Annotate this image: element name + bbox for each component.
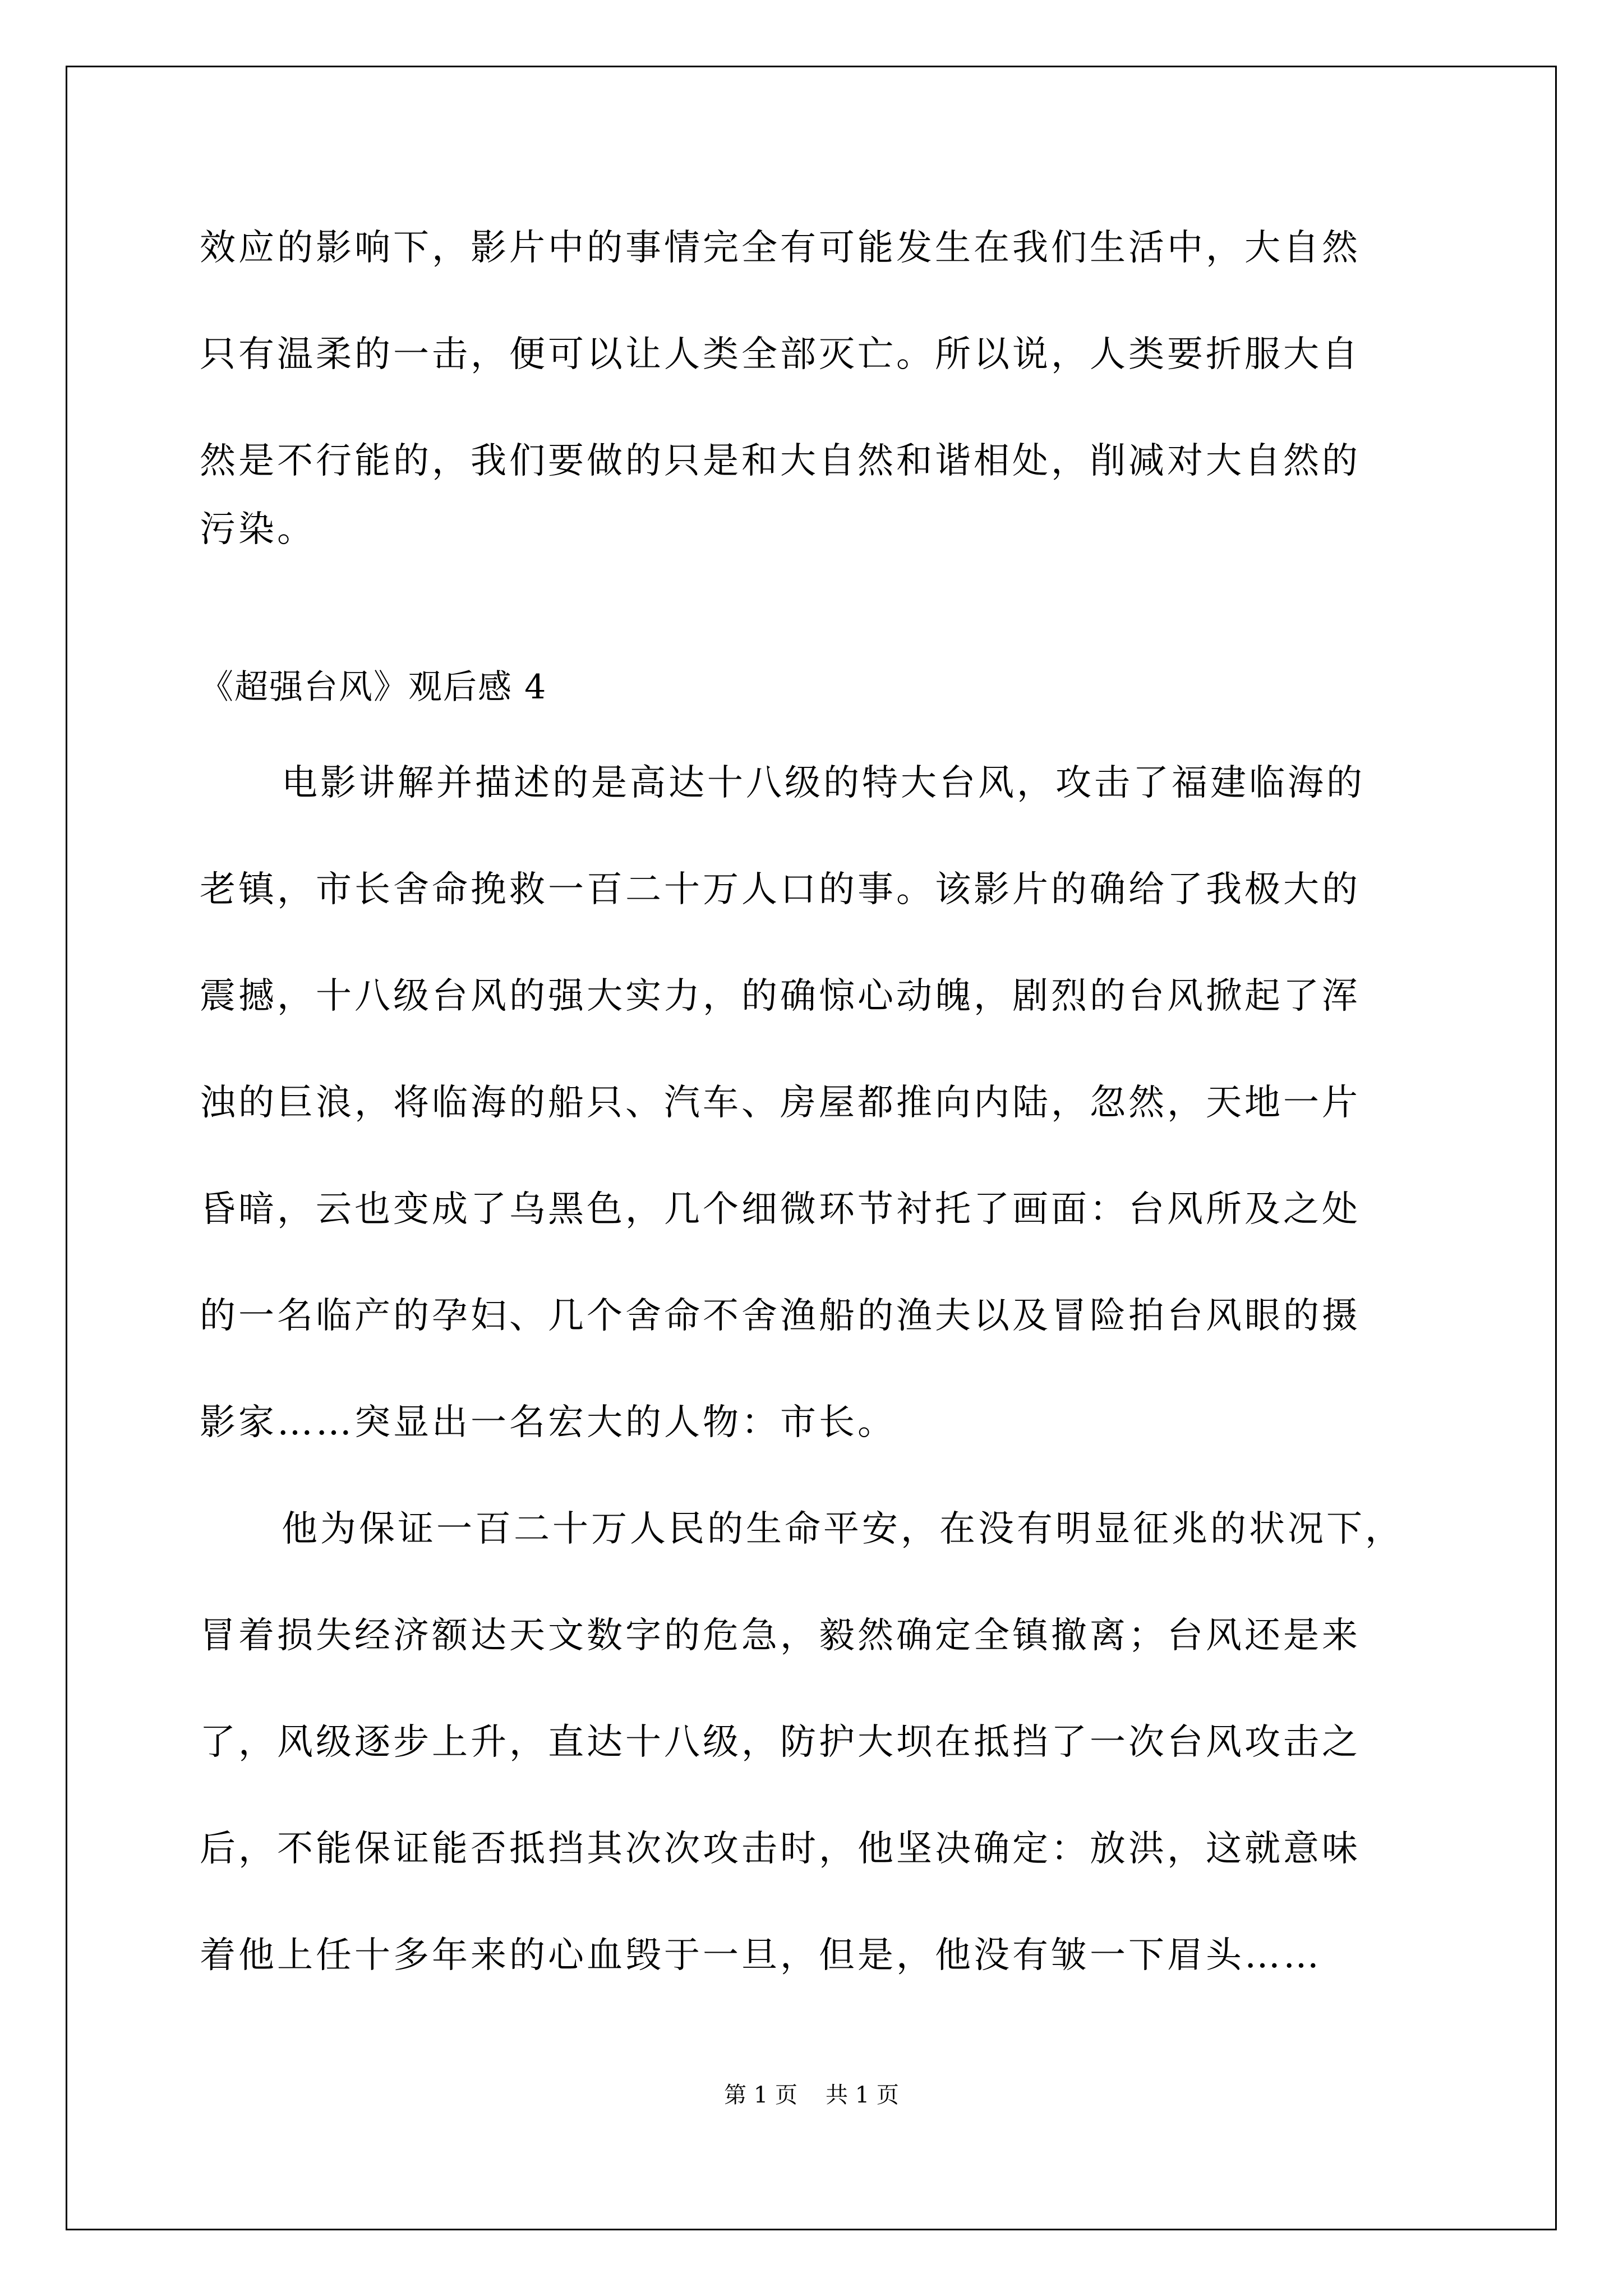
paragraph-line: 老镇，市长舍命挽救一百二十万人口的事。该影片的确给了我极大的 bbox=[200, 869, 1361, 910]
section-heading: 《超强台风》观后感 4 bbox=[200, 668, 547, 707]
paragraph-line: 后，不能保证能否抵挡其次次攻击时，他坚决确定：放洪，这就意味 bbox=[200, 1828, 1361, 1870]
paragraph-line: 着他上任十多年来的心血毁于一旦，但是，他没有皱一下眉头…… bbox=[200, 1935, 1322, 1976]
paragraph-line: 冒着损失经济额达天文数字的危急，毅然确定全镇撤离；台风还是来 bbox=[200, 1615, 1361, 1657]
paragraph-line: 浊的巨浪，将临海的船只、汽车、房屋都推向内陆，忽然，天地一片 bbox=[200, 1082, 1361, 1124]
page-border bbox=[66, 66, 1557, 2230]
paragraph-line: 的一名临产的孕妇、几个舍命不舍渔船的渔夫以及冒险拍台风眼的摄 bbox=[200, 1295, 1361, 1337]
paragraph-line: 影家……突显出一名宏大的人物：市长。 bbox=[200, 1402, 896, 1443]
paragraph-line: 然是不行能的，我们要做的只是和大自然和谐相处，削减对大自然的 bbox=[200, 440, 1361, 482]
page-footer bbox=[0, 2081, 1623, 2109]
paragraph-line: 他为保证一百二十万人民的生命平安，在没有明显征兆的状况下， bbox=[282, 1508, 1404, 1550]
paragraph-line: 震撼，十八级台风的强大实力，的确惊心动魄，剧烈的台风掀起了浑 bbox=[200, 976, 1361, 1017]
paragraph-line: 昏暗，云也变成了乌黑色，几个细微环节衬托了画面：台风所及之处 bbox=[200, 1189, 1361, 1230]
paragraph-line: 效应的影响下，影片中的事情完全有可能发生在我们生活中，大自然 bbox=[200, 227, 1361, 269]
paragraph-line: 污染。 bbox=[200, 509, 316, 550]
total-pages: 共 1 页 bbox=[826, 2082, 899, 2108]
paragraph-line: 电影讲解并描述的是高达十八级的特大台风，攻击了福建临海的 bbox=[282, 762, 1365, 804]
page-number: 第 1 页 bbox=[724, 2082, 797, 2108]
paragraph-line: 了，风级逐步上升，直达十八级，防护大坝在抵挡了一次台风攻击之 bbox=[200, 1722, 1361, 1763]
paragraph-line: 只有温柔的一击，便可以让人类全部灭亡。所以说，人类要折服大自 bbox=[200, 334, 1361, 375]
